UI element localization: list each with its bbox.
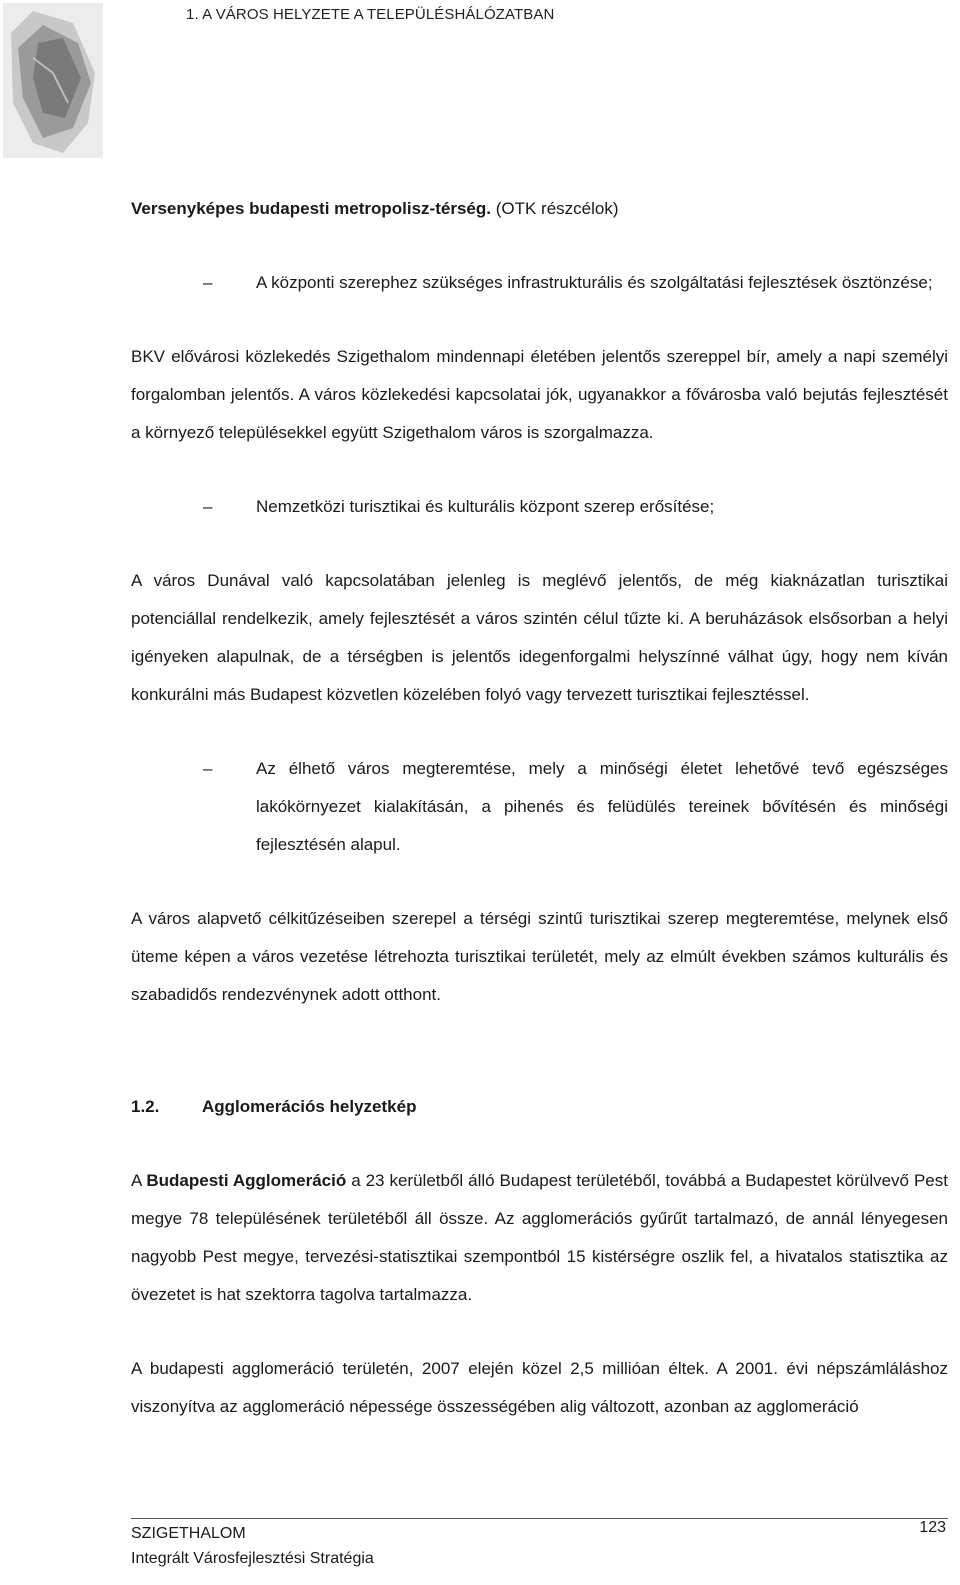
- section-title: [131, 1088, 948, 1126]
- list-item-text: Az élhető város megteremtése, mely a minőségi életet lehetővé tevő egészséges lakókörnyezet kialakításán, a pihenés és felüdülés tereinek bővítésén és minőségi fejlesztésén alapul.: [256, 759, 948, 854]
- chapter-title: 1. A VÁROS HELYZETE A TELEPÜLÉSHÁLÓZATBAN: [186, 6, 555, 23]
- page-number: 123: [919, 1519, 946, 1536]
- paragraph-text: a 23 kerületből álló Budapest területéből, továbbá a Budapestet körülvevő Pest megye 78 településének területéből áll össze. Az agglomerációs gyűrűt tartalmazó, de annál lényegesen nagyobb Pest megye, tervezési-statisztikai szempontból 15 kistérségre oszlik fel, a hivatalos statisztika az övezetet is hat szektorra tagolva tartalmazza.: [131, 1171, 948, 1304]
- footer-document-title: Integrált Városfejlesztési Stratégia: [131, 1550, 374, 1567]
- dash-bullet: –: [203, 273, 213, 292]
- list-item: [131, 488, 948, 526]
- footer-divider: [131, 1518, 948, 1519]
- list-item-text: Nemzetközi turisztikai és kulturális központ szerep erősítése;: [256, 497, 715, 516]
- list-item-text: A központi szerephez szükséges infrastrukturális és szolgáltatási fejlesztések ösztönzése;: [256, 273, 933, 292]
- footer-city: SZIGETHALOM: [131, 1525, 246, 1542]
- bold-term: Budapesti Agglomeráció: [146, 1171, 347, 1190]
- heading-note: (OTK részcélok): [495, 199, 619, 218]
- section-heading: [131, 190, 948, 228]
- paragraph: BKV elővárosi közlekedés Szigethalom mindennapi életében jelentős szereppel bír, amely a napi személyi forgalomban jelentős. A város közlekedési kapcsolatai jók, ugyanakkor a fővárosba való bejutás fejlesztését a környező településekkel együtt Szigethalom város is szorgalmazza.: [131, 347, 948, 442]
- paragraph: [131, 1162, 948, 1314]
- section-title-text: Agglomerációs helyzetkép: [202, 1097, 417, 1116]
- list-item: [131, 264, 948, 302]
- page-header: [0, 0, 960, 160]
- paragraph: A város Dunával való kapcsolatában jelenleg is meglévő jelentős, de még kiaknázatlan turisztikai potenciállal rendelkezik, amely fejlesztését a város szintén célul tűzte ki. A beruházások elsősorban a helyi igényeken alapulnak, de a térségben is jelentős idegenforgalmi helyszínné válhat úgy, hogy nem kíván konkurálni más Budapest közvetlen közelében folyó vagy tervezett turisztikai fejlesztéssel.: [131, 571, 948, 704]
- heading-bold: Versenyképes budapesti metropolisz-térség.: [131, 199, 491, 218]
- dash-bullet: –: [203, 759, 213, 778]
- document-body: [131, 190, 948, 1426]
- dash-bullet: –: [203, 497, 213, 516]
- list-item: [131, 750, 948, 864]
- page-footer: [131, 1521, 374, 1571]
- city-map-icon: [3, 3, 103, 158]
- paragraph: A budapesti agglomeráció területén, 2007 elején közel 2,5 millióan éltek. A 2001. évi népszámláláshoz viszonyítva az agglomeráció népessége összességében alig változott, azonban az agglomeráció: [131, 1359, 948, 1416]
- paragraph-text: A: [131, 1171, 147, 1190]
- paragraph: A város alapvető célkitűzéseiben szerepel a térségi szintű turisztikai szerep megteremtése, melynek első üteme képen a város vezetése létrehozta turisztikai területét, mely az elmúlt években számos kulturális és szabadidős rendezvénynek adott otthont.: [131, 909, 948, 1004]
- section-number: 1.2.: [131, 1097, 160, 1116]
